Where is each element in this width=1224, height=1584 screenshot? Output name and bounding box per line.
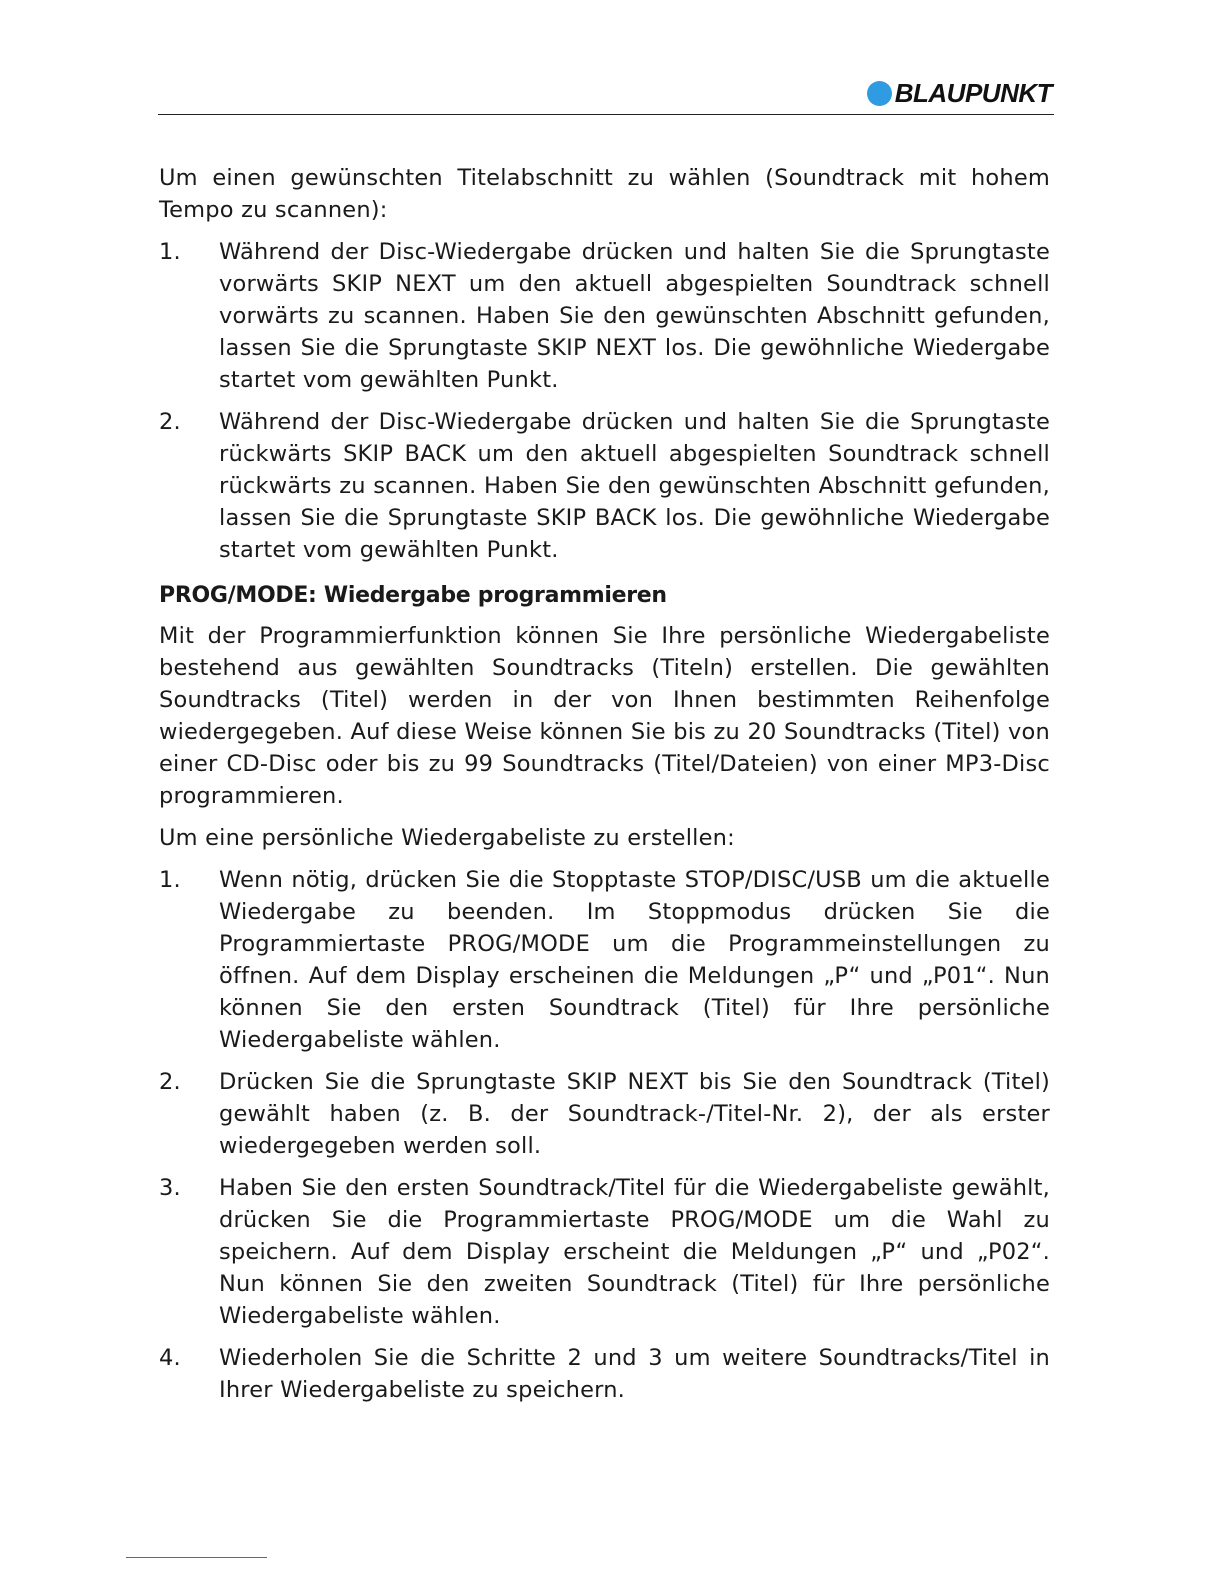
blue-dot-icon — [867, 81, 892, 106]
scan-steps-list — [159, 236, 1050, 566]
page-content — [159, 162, 1050, 1416]
footer-divider — [126, 1557, 267, 1558]
list-item — [159, 1066, 1050, 1162]
brand-logo — [867, 78, 1052, 108]
step-text: Wenn nötig, drücken Sie die Stopptaste STOP/DISC/USB um die aktuelle Wiedergabe zu beenden. Im Stoppmodus drücken Sie die Programmiertaste PROG/MODE um die Programmeinstellungen zu öffnen. Auf dem Display erscheinen die Meldungen „P“ und „P01“. Nun können Sie den ersten Soundtrack (Titel) für Ihre persönliche Wiedergabeliste wählen. — [219, 867, 1050, 1053]
list-item — [159, 236, 1050, 396]
step-number: 1. — [159, 867, 181, 893]
list-item — [159, 1172, 1050, 1332]
page-header — [158, 74, 1054, 115]
step-text: Drücken Sie die Sprungtaste SKIP NEXT bis Sie den Soundtrack (Titel) gewählt haben (z. B. der Soundtrack-/Titel-Nr. 2), der als erster wiedergegeben werden soll. — [219, 1069, 1050, 1159]
step-number: 3. — [159, 1175, 181, 1201]
prog-steps-list — [159, 864, 1050, 1406]
brand-name: BLAUPUNKT — [894, 77, 1052, 108]
step-text: Während der Disc-Wiedergabe drücken und halten Sie die Sprungtaste vorwärts SKIP NEXT um den aktuell abgespielten Soundtrack schnell vorwärts zu scannen. Haben Sie den gewünschten Abschnitt gefunden, lassen Sie die Sprungtaste SKIP NEXT los. Die gewöhnliche Wiedergabe startet vom gewählten Punkt. — [219, 239, 1050, 393]
list-intro-paragraph: Um eine persönliche Wiedergabeliste zu erstellen: — [159, 825, 735, 851]
section-paragraph: Mit der Programmierfunktion können Sie Ihre persönliche Wiedergabeliste bestehend aus gewählten Soundtracks (Titeln) erstellen. Die gewählten Soundtracks (Titel) werden in der von Ihnen bestimmten Reihenfolge wiedergegeben. Auf diese Weise können Sie bis zu 20 Soundtracks (Titel) von einer CD-Disc oder bis zu 99 Soundtracks (Titel/Dateien) von einer MP3-Disc programmieren. — [159, 623, 1050, 809]
list-item — [159, 406, 1050, 566]
step-number: 2. — [159, 409, 181, 435]
section-heading: PROG/MODE: Wiedergabe programmieren — [159, 583, 667, 608]
list-item — [159, 1342, 1050, 1406]
list-item — [159, 864, 1050, 1056]
step-text: Wiederholen Sie die Schritte 2 und 3 um weitere Soundtracks/Titel in Ihrer Wiedergabeliste zu speichern. — [219, 1345, 1050, 1403]
intro-paragraph: Um einen gewünschten Titelabschnitt zu wählen (Soundtrack mit hohem Tempo zu scannen): — [159, 165, 1050, 223]
step-number: 4. — [159, 1345, 181, 1371]
step-text: Während der Disc-Wiedergabe drücken und halten Sie die Sprungtaste rückwärts SKIP BACK um den aktuell abgespielten Soundtrack schnell rückwärts zu scannen. Haben Sie den gewünschten Abschnitt gefunden, lassen Sie die Sprungtaste SKIP BACK los. Die gewöhnliche Wiedergabe startet vom gewählten Punkt. — [219, 409, 1050, 563]
step-number: 1. — [159, 239, 181, 265]
step-text: Haben Sie den ersten Soundtrack/Titel für die Wiedergabeliste gewählt, drücken Sie die Programmiertaste PROG/MODE um die Wahl zu speichern. Auf dem Display erscheint die Meldungen „P“ und „P02“. Nun können Sie den zweiten Soundtrack (Titel) für Ihre persönliche Wiedergabeliste wählen. — [219, 1175, 1050, 1329]
step-number: 2. — [159, 1069, 181, 1095]
